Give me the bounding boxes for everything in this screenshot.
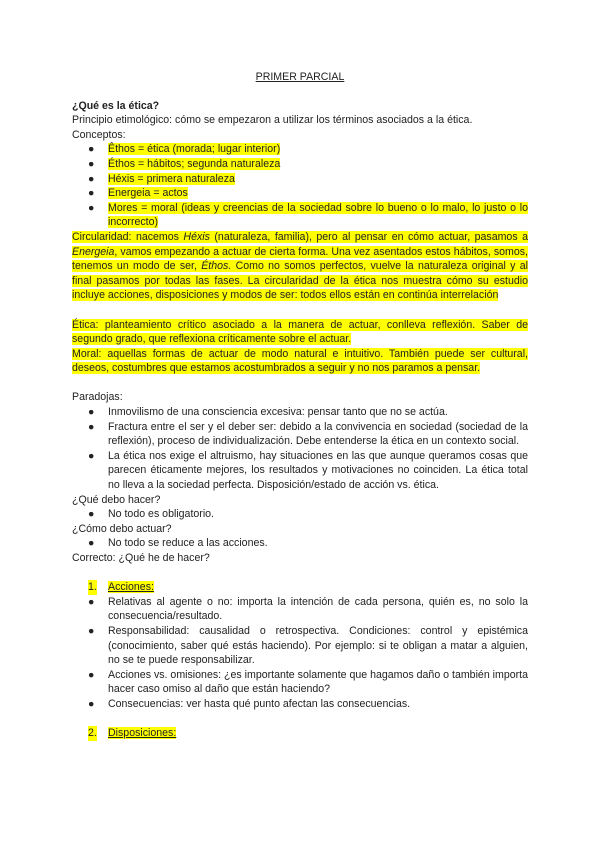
list-item: ● Energeia = actos [88, 187, 188, 200]
list-item: ● La ética nos exige el altruismo, hay situaciones en las que aunque queramos cosas que parecen éticamente mejores, los resultados y motivaciones no coinciden. La ética total no lleva a la sociedad perfecta. Disposición/estado de acción vs. ética. [88, 449, 528, 492]
intro-paragraph: Principio etimológico: cómo se empezaron a utilizar los términos asociados a la ética. [72, 114, 473, 127]
bullet-icon: ● [88, 406, 95, 419]
bullet-icon: ● [88, 187, 95, 200]
page-title: PRIMER PARCIAL [255, 71, 345, 83]
document-content [72, 70, 528, 741]
list-item: ● Responsabilidad: causalidad o retrospectiva. Condiciones: control y epistémica (conocimiento, saber qué estás haciendo). Por ejemplo: si te obligan a matar a alguien, no se te puede responsabilizar. [88, 624, 528, 667]
bullet-icon: ● [88, 697, 95, 710]
bullet-icon: ● [88, 143, 95, 156]
correcto-line: Correcto: ¿Qué he de hacer? [72, 552, 210, 564]
bullet-icon: ● [88, 172, 95, 185]
disposiciones-heading: 2. Disposiciones: [88, 727, 177, 740]
acciones-heading: 1. Acciones: [88, 581, 154, 594]
bullet-icon: ● [88, 420, 95, 433]
section-heading: ¿Qué es la ética? [72, 99, 160, 112]
acciones-list [72, 595, 528, 712]
paradojas-list [72, 405, 528, 493]
list-item: ● Consecuencias: ver hasta qué punto afectan las consecuencias. [88, 697, 411, 710]
bullet-icon: ● [88, 157, 95, 170]
list-item: ● No todo es obligatorio. [88, 508, 215, 521]
list-item: ● Êthos = ética (morada; lugar interior) [88, 143, 281, 156]
list-item: ● Éthos = hábitos; segunda naturaleza [88, 157, 281, 170]
acciones-heading-list [72, 580, 528, 595]
paradojas-label: Paradojas: [72, 391, 123, 404]
concepts-list [72, 142, 528, 230]
bullet-icon: ● [88, 508, 95, 521]
etica-definition: Ética: planteamiento crítico asociado a la manera de actuar, conlleva reflexión. Saber de segundo grado, que reflexiona críticamente sobre el actuar. [72, 318, 528, 346]
question-1: ¿Qué debo hacer? [72, 493, 161, 506]
bullet-icon: ● [88, 668, 95, 681]
list-item: ● No todo se reduce a las acciones. [88, 537, 268, 550]
bullet-icon: ● [88, 537, 95, 550]
bullet-icon: ● [88, 449, 95, 462]
bullet-icon: ● [88, 595, 95, 608]
disposiciones-heading-list [72, 726, 528, 741]
list-item: ● Acciones vs. omisiones: ¿es importante solamente que hagamos daño o también importa hacer caso omiso al daño que están haciendo? [88, 668, 528, 696]
concepts-label: Conceptos: [72, 128, 126, 141]
moral-definition: Moral: aquellas formas de actuar de modo natural e intuitivo. También puede ser cultural, deseos, costumbres que estamos acostumbrados a seguir y no nos paramos a pensar. [72, 347, 528, 375]
list-item: ● Relativas al agente o no: importa la intención de cada persona, quién es, no solo la consecuencia/resultado. [88, 595, 528, 623]
circularidad-paragraph: Circularidad: nacemos Héxis (naturaleza, familia), pero al pensar en cómo actuar, pasamos a Energeia, vamos empezando a actuar de cierta forma. Una vez asentados estos hábitos, somos, tenemos un modo de ser, Éthos. Como no somos perfectos, vuelve la naturaleza original y al final pasamos por todas las fases. La circularidad de la ética nos muestra cómo su estudio incluye acciones, disposiciones y modos de ser: todos ellos están en continúa interrelación [72, 230, 528, 302]
list-item: ● Inmovilismo de una consciencia excesiva: pensar tanto que no se actúa. [88, 406, 448, 419]
list-item: ● Fractura entre el ser y el deber ser: debido a la convivencia en sociedad (sociedad de la reflexión), proceso de individualización. Debe entenderse la ética en un contexto social. [88, 420, 528, 448]
list-item: ● Mores = moral (ideas y creencias de la sociedad sobre lo bueno o lo malo, lo justo o lo incorrecto) [88, 201, 528, 229]
list-item: ● Héxis = primera naturaleza [88, 172, 235, 185]
bullet-icon: ● [88, 624, 95, 637]
question-2: ¿Cómo debo actuar? [72, 522, 172, 535]
bullet-icon: ● [88, 201, 95, 214]
